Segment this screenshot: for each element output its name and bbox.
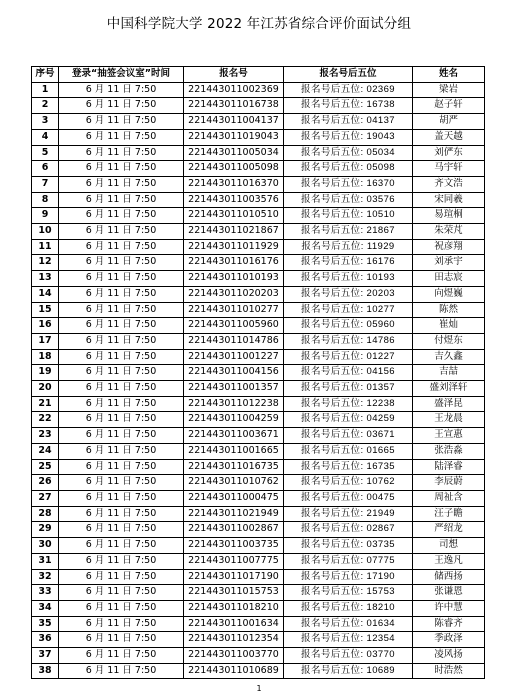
cell-login-time: 6 月 11 日 7:50 bbox=[59, 114, 184, 130]
cell-last-five-digits: 报名号后五位: 12238 bbox=[284, 396, 413, 412]
table-row bbox=[32, 663, 485, 679]
cell-name: 王宣惠 bbox=[413, 428, 485, 444]
cell-seq: 31 bbox=[32, 553, 59, 569]
table-row bbox=[32, 443, 485, 459]
cell-name: 易瑄桐 bbox=[413, 208, 485, 224]
cell-name: 胡严 bbox=[413, 114, 485, 130]
cell-name: 刘俨东 bbox=[413, 145, 485, 161]
table-row bbox=[32, 82, 485, 98]
cell-last-five-digits: 报名号后五位: 10277 bbox=[284, 302, 413, 318]
cell-login-time: 6 月 11 日 7:50 bbox=[59, 349, 184, 365]
table-row bbox=[32, 632, 485, 648]
cell-name: 季政泽 bbox=[413, 632, 485, 648]
cell-login-time: 6 月 11 日 7:50 bbox=[59, 412, 184, 428]
cell-name: 朱荣芃 bbox=[413, 224, 485, 240]
table-row bbox=[32, 365, 485, 381]
cell-name: 陆泽睿 bbox=[413, 459, 485, 475]
cell-login-time: 6 月 11 日 7:50 bbox=[59, 616, 184, 632]
cell-seq: 9 bbox=[32, 208, 59, 224]
cell-last-five-digits: 报名号后五位: 02369 bbox=[284, 82, 413, 98]
cell-seq: 30 bbox=[32, 538, 59, 554]
cell-seq: 15 bbox=[32, 302, 59, 318]
table-row bbox=[32, 553, 485, 569]
cell-name: 梁岩 bbox=[413, 82, 485, 98]
cell-registration-number: 221443011018210 bbox=[184, 600, 284, 616]
cell-seq: 22 bbox=[32, 412, 59, 428]
cell-last-five-digits: 报名号后五位: 05098 bbox=[284, 161, 413, 177]
cell-last-five-digits: 报名号后五位: 05960 bbox=[284, 318, 413, 334]
cell-last-five-digits: 报名号后五位: 05034 bbox=[284, 145, 413, 161]
cell-last-five-digits: 报名号后五位: 01227 bbox=[284, 349, 413, 365]
cell-last-five-digits: 报名号后五位: 16176 bbox=[284, 255, 413, 271]
header-login-time: 登录“抽签会议室”时间 bbox=[59, 67, 184, 83]
cell-name: 陈然 bbox=[413, 302, 485, 318]
cell-login-time: 6 月 11 日 7:50 bbox=[59, 82, 184, 98]
table-row bbox=[32, 381, 485, 397]
cell-login-time: 6 月 11 日 7:50 bbox=[59, 98, 184, 114]
cell-name: 王龙晨 bbox=[413, 412, 485, 428]
cell-name: 盖天越 bbox=[413, 129, 485, 145]
cell-seq: 20 bbox=[32, 381, 59, 397]
cell-seq: 37 bbox=[32, 648, 59, 664]
cell-seq: 36 bbox=[32, 632, 59, 648]
cell-seq: 24 bbox=[32, 443, 59, 459]
cell-registration-number: 221443011000475 bbox=[184, 490, 284, 506]
cell-name: 齐文浩 bbox=[413, 176, 485, 192]
table-row bbox=[32, 506, 485, 522]
cell-seq: 2 bbox=[32, 98, 59, 114]
cell-name: 凌风扬 bbox=[413, 648, 485, 664]
cell-last-five-digits: 报名号后五位: 10689 bbox=[284, 663, 413, 679]
cell-login-time: 6 月 11 日 7:50 bbox=[59, 286, 184, 302]
cell-seq: 6 bbox=[32, 161, 59, 177]
cell-seq: 27 bbox=[32, 490, 59, 506]
cell-last-five-digits: 报名号后五位: 16370 bbox=[284, 176, 413, 192]
cell-registration-number: 221443011007775 bbox=[184, 553, 284, 569]
cell-last-five-digits: 报名号后五位: 20203 bbox=[284, 286, 413, 302]
cell-registration-number: 221443011010762 bbox=[184, 475, 284, 491]
table-row bbox=[32, 475, 485, 491]
table-row bbox=[32, 255, 485, 271]
cell-seq: 11 bbox=[32, 239, 59, 255]
cell-name: 付煜东 bbox=[413, 333, 485, 349]
cell-login-time: 6 月 11 日 7:50 bbox=[59, 522, 184, 538]
cell-login-time: 6 月 11 日 7:50 bbox=[59, 365, 184, 381]
cell-registration-number: 221443011010277 bbox=[184, 302, 284, 318]
cell-login-time: 6 月 11 日 7:50 bbox=[59, 569, 184, 585]
cell-registration-number: 221443011016738 bbox=[184, 98, 284, 114]
cell-registration-number: 221443011020203 bbox=[184, 286, 284, 302]
table-row bbox=[32, 459, 485, 475]
cell-seq: 29 bbox=[32, 522, 59, 538]
cell-login-time: 6 月 11 日 7:50 bbox=[59, 145, 184, 161]
cell-login-time: 6 月 11 日 7:50 bbox=[59, 396, 184, 412]
cell-registration-number: 221443011012238 bbox=[184, 396, 284, 412]
cell-seq: 28 bbox=[32, 506, 59, 522]
table-row bbox=[32, 396, 485, 412]
cell-seq: 33 bbox=[32, 585, 59, 601]
cell-login-time: 6 月 11 日 7:50 bbox=[59, 381, 184, 397]
table-row bbox=[32, 349, 485, 365]
cell-registration-number: 221443011004259 bbox=[184, 412, 284, 428]
cell-registration-number: 221443011004137 bbox=[184, 114, 284, 130]
cell-login-time: 6 月 11 日 7:50 bbox=[59, 663, 184, 679]
table-row bbox=[32, 114, 485, 130]
cell-registration-number: 221443011003671 bbox=[184, 428, 284, 444]
cell-login-time: 6 月 11 日 7:50 bbox=[59, 648, 184, 664]
cell-last-five-digits: 报名号后五位: 02867 bbox=[284, 522, 413, 538]
cell-last-five-digits: 报名号后五位: 00475 bbox=[284, 490, 413, 506]
table-row bbox=[32, 522, 485, 538]
cell-seq: 38 bbox=[32, 663, 59, 679]
cell-last-five-digits: 报名号后五位: 01357 bbox=[284, 381, 413, 397]
cell-name: 严绍龙 bbox=[413, 522, 485, 538]
cell-last-five-digits: 报名号后五位: 03576 bbox=[284, 192, 413, 208]
cell-name: 吉喆 bbox=[413, 365, 485, 381]
cell-seq: 26 bbox=[32, 475, 59, 491]
table-row bbox=[32, 145, 485, 161]
cell-seq: 1 bbox=[32, 82, 59, 98]
cell-seq: 10 bbox=[32, 224, 59, 240]
table-row bbox=[32, 585, 485, 601]
cell-registration-number: 221443011012354 bbox=[184, 632, 284, 648]
cell-login-time: 6 月 11 日 7:50 bbox=[59, 553, 184, 569]
header-name: 姓名 bbox=[413, 67, 485, 83]
cell-registration-number: 221443011014786 bbox=[184, 333, 284, 349]
table-row bbox=[32, 648, 485, 664]
cell-login-time: 6 月 11 日 7:50 bbox=[59, 600, 184, 616]
interview-group-table bbox=[31, 66, 485, 679]
cell-registration-number: 221443011002369 bbox=[184, 82, 284, 98]
table-row bbox=[32, 192, 485, 208]
cell-login-time: 6 月 11 日 7:50 bbox=[59, 239, 184, 255]
cell-login-time: 6 月 11 日 7:50 bbox=[59, 224, 184, 240]
cell-registration-number: 221443011003576 bbox=[184, 192, 284, 208]
table-row bbox=[32, 302, 485, 318]
table-row bbox=[32, 490, 485, 506]
table-row bbox=[32, 129, 485, 145]
cell-name: 时浩然 bbox=[413, 663, 485, 679]
table-row bbox=[32, 161, 485, 177]
cell-last-five-digits: 报名号后五位: 21867 bbox=[284, 224, 413, 240]
cell-seq: 35 bbox=[32, 616, 59, 632]
cell-seq: 21 bbox=[32, 396, 59, 412]
cell-login-time: 6 月 11 日 7:50 bbox=[59, 538, 184, 554]
cell-last-five-digits: 报名号后五位: 04156 bbox=[284, 365, 413, 381]
cell-login-time: 6 月 11 日 7:50 bbox=[59, 632, 184, 648]
cell-name: 李辰蔚 bbox=[413, 475, 485, 491]
table-row bbox=[32, 616, 485, 632]
cell-login-time: 6 月 11 日 7:50 bbox=[59, 459, 184, 475]
cell-login-time: 6 月 11 日 7:50 bbox=[59, 161, 184, 177]
cell-last-five-digits: 报名号后五位: 10510 bbox=[284, 208, 413, 224]
cell-last-five-digits: 报名号后五位: 11929 bbox=[284, 239, 413, 255]
cell-seq: 23 bbox=[32, 428, 59, 444]
cell-last-five-digits: 报名号后五位: 21949 bbox=[284, 506, 413, 522]
cell-last-five-digits: 报名号后五位: 04259 bbox=[284, 412, 413, 428]
cell-last-five-digits: 报名号后五位: 04137 bbox=[284, 114, 413, 130]
cell-name: 汪子瞻 bbox=[413, 506, 485, 522]
cell-login-time: 6 月 11 日 7:50 bbox=[59, 176, 184, 192]
table-row bbox=[32, 176, 485, 192]
cell-registration-number: 221443011021867 bbox=[184, 224, 284, 240]
cell-login-time: 6 月 11 日 7:50 bbox=[59, 506, 184, 522]
cell-registration-number: 221443011004156 bbox=[184, 365, 284, 381]
cell-seq: 19 bbox=[32, 365, 59, 381]
cell-login-time: 6 月 11 日 7:50 bbox=[59, 428, 184, 444]
cell-registration-number: 221443011001665 bbox=[184, 443, 284, 459]
cell-last-five-digits: 报名号后五位: 16735 bbox=[284, 459, 413, 475]
table-row bbox=[32, 98, 485, 114]
cell-last-five-digits: 报名号后五位: 16738 bbox=[284, 98, 413, 114]
cell-seq: 25 bbox=[32, 459, 59, 475]
cell-registration-number: 221443011010689 bbox=[184, 663, 284, 679]
cell-login-time: 6 月 11 日 7:50 bbox=[59, 443, 184, 459]
header-last-five-digits: 报名号后五位 bbox=[284, 67, 413, 83]
cell-registration-number: 221443011003735 bbox=[184, 538, 284, 554]
cell-name: 崔灿 bbox=[413, 318, 485, 334]
cell-seq: 17 bbox=[32, 333, 59, 349]
cell-name: 张谦恩 bbox=[413, 585, 485, 601]
table-row bbox=[32, 286, 485, 302]
cell-seq: 18 bbox=[32, 349, 59, 365]
cell-name: 吉久鑫 bbox=[413, 349, 485, 365]
cell-last-five-digits: 报名号后五位: 17190 bbox=[284, 569, 413, 585]
cell-name: 周祉含 bbox=[413, 490, 485, 506]
cell-registration-number: 221443011016735 bbox=[184, 459, 284, 475]
table-row bbox=[32, 600, 485, 616]
cell-name: 赵子轩 bbox=[413, 98, 485, 114]
cell-last-five-digits: 报名号后五位: 10762 bbox=[284, 475, 413, 491]
cell-name: 刘承宇 bbox=[413, 255, 485, 271]
cell-registration-number: 221443011003770 bbox=[184, 648, 284, 664]
cell-name: 储西扬 bbox=[413, 569, 485, 585]
cell-name: 宋同羲 bbox=[413, 192, 485, 208]
cell-seq: 5 bbox=[32, 145, 59, 161]
table-row bbox=[32, 412, 485, 428]
cell-name: 祝彦翔 bbox=[413, 239, 485, 255]
cell-last-five-digits: 报名号后五位: 03735 bbox=[284, 538, 413, 554]
cell-seq: 34 bbox=[32, 600, 59, 616]
cell-name: 许中慧 bbox=[413, 600, 485, 616]
cell-seq: 14 bbox=[32, 286, 59, 302]
table-row bbox=[32, 239, 485, 255]
cell-registration-number: 221443011001227 bbox=[184, 349, 284, 365]
cell-last-five-digits: 报名号后五位: 01665 bbox=[284, 443, 413, 459]
cell-seq: 3 bbox=[32, 114, 59, 130]
cell-registration-number: 221443011002867 bbox=[184, 522, 284, 538]
cell-login-time: 6 月 11 日 7:50 bbox=[59, 192, 184, 208]
table-row bbox=[32, 318, 485, 334]
table-header-row bbox=[32, 67, 485, 83]
table-row bbox=[32, 208, 485, 224]
table-row bbox=[32, 224, 485, 240]
cell-last-five-digits: 报名号后五位: 18210 bbox=[284, 600, 413, 616]
cell-name: 盛泽昆 bbox=[413, 396, 485, 412]
cell-login-time: 6 月 11 日 7:50 bbox=[59, 255, 184, 271]
cell-seq: 16 bbox=[32, 318, 59, 334]
cell-registration-number: 221443011017190 bbox=[184, 569, 284, 585]
cell-last-five-digits: 报名号后五位: 07775 bbox=[284, 553, 413, 569]
cell-last-five-digits: 报名号后五位: 12354 bbox=[284, 632, 413, 648]
cell-last-five-digits: 报名号后五位: 10193 bbox=[284, 271, 413, 287]
cell-registration-number: 221443011019043 bbox=[184, 129, 284, 145]
cell-name: 马宇轩 bbox=[413, 161, 485, 177]
page-number: 1 bbox=[256, 684, 262, 693]
cell-name: 向煜巍 bbox=[413, 286, 485, 302]
cell-login-time: 6 月 11 日 7:50 bbox=[59, 585, 184, 601]
cell-login-time: 6 月 11 日 7:50 bbox=[59, 271, 184, 287]
cell-registration-number: 221443011005034 bbox=[184, 145, 284, 161]
document-title: 中国科学院大学 2022 年江苏省综合评价面试分组 bbox=[106, 16, 412, 32]
cell-registration-number: 221443011001357 bbox=[184, 381, 284, 397]
cell-registration-number: 221443011016176 bbox=[184, 255, 284, 271]
table-row bbox=[32, 271, 485, 287]
cell-registration-number: 221443011015753 bbox=[184, 585, 284, 601]
cell-seq: 4 bbox=[32, 129, 59, 145]
cell-last-five-digits: 报名号后五位: 03671 bbox=[284, 428, 413, 444]
cell-registration-number: 221443011005098 bbox=[184, 161, 284, 177]
cell-last-five-digits: 报名号后五位: 01634 bbox=[284, 616, 413, 632]
cell-name: 盛刘泽轩 bbox=[413, 381, 485, 397]
cell-name: 张浩淼 bbox=[413, 443, 485, 459]
header-registration-number: 报名号 bbox=[184, 67, 284, 83]
cell-registration-number: 221443011010193 bbox=[184, 271, 284, 287]
cell-last-five-digits: 报名号后五位: 15753 bbox=[284, 585, 413, 601]
table-row bbox=[32, 569, 485, 585]
cell-last-five-digits: 报名号后五位: 03770 bbox=[284, 648, 413, 664]
cell-registration-number: 221443011011929 bbox=[184, 239, 284, 255]
cell-name: 司想 bbox=[413, 538, 485, 554]
cell-registration-number: 221443011005960 bbox=[184, 318, 284, 334]
cell-name: 陈睿齐 bbox=[413, 616, 485, 632]
cell-login-time: 6 月 11 日 7:50 bbox=[59, 490, 184, 506]
cell-login-time: 6 月 11 日 7:50 bbox=[59, 302, 184, 318]
table-row bbox=[32, 333, 485, 349]
cell-name: 王逸凡 bbox=[413, 553, 485, 569]
cell-seq: 13 bbox=[32, 271, 59, 287]
cell-login-time: 6 月 11 日 7:50 bbox=[59, 129, 184, 145]
table-body bbox=[32, 82, 485, 679]
cell-login-time: 6 月 11 日 7:50 bbox=[59, 208, 184, 224]
cell-registration-number: 221443011016370 bbox=[184, 176, 284, 192]
cell-seq: 7 bbox=[32, 176, 59, 192]
cell-seq: 8 bbox=[32, 192, 59, 208]
table-row bbox=[32, 538, 485, 554]
cell-login-time: 6 月 11 日 7:50 bbox=[59, 333, 184, 349]
cell-login-time: 6 月 11 日 7:50 bbox=[59, 318, 184, 334]
cell-registration-number: 221443011010510 bbox=[184, 208, 284, 224]
cell-registration-number: 221443011001634 bbox=[184, 616, 284, 632]
table-row bbox=[32, 428, 485, 444]
cell-name: 田志宸 bbox=[413, 271, 485, 287]
cell-last-five-digits: 报名号后五位: 14786 bbox=[284, 333, 413, 349]
cell-seq: 12 bbox=[32, 255, 59, 271]
cell-seq: 32 bbox=[32, 569, 59, 585]
cell-registration-number: 221443011021949 bbox=[184, 506, 284, 522]
header-seq: 序号 bbox=[32, 67, 59, 83]
cell-last-five-digits: 报名号后五位: 19043 bbox=[284, 129, 413, 145]
cell-login-time: 6 月 11 日 7:50 bbox=[59, 475, 184, 491]
